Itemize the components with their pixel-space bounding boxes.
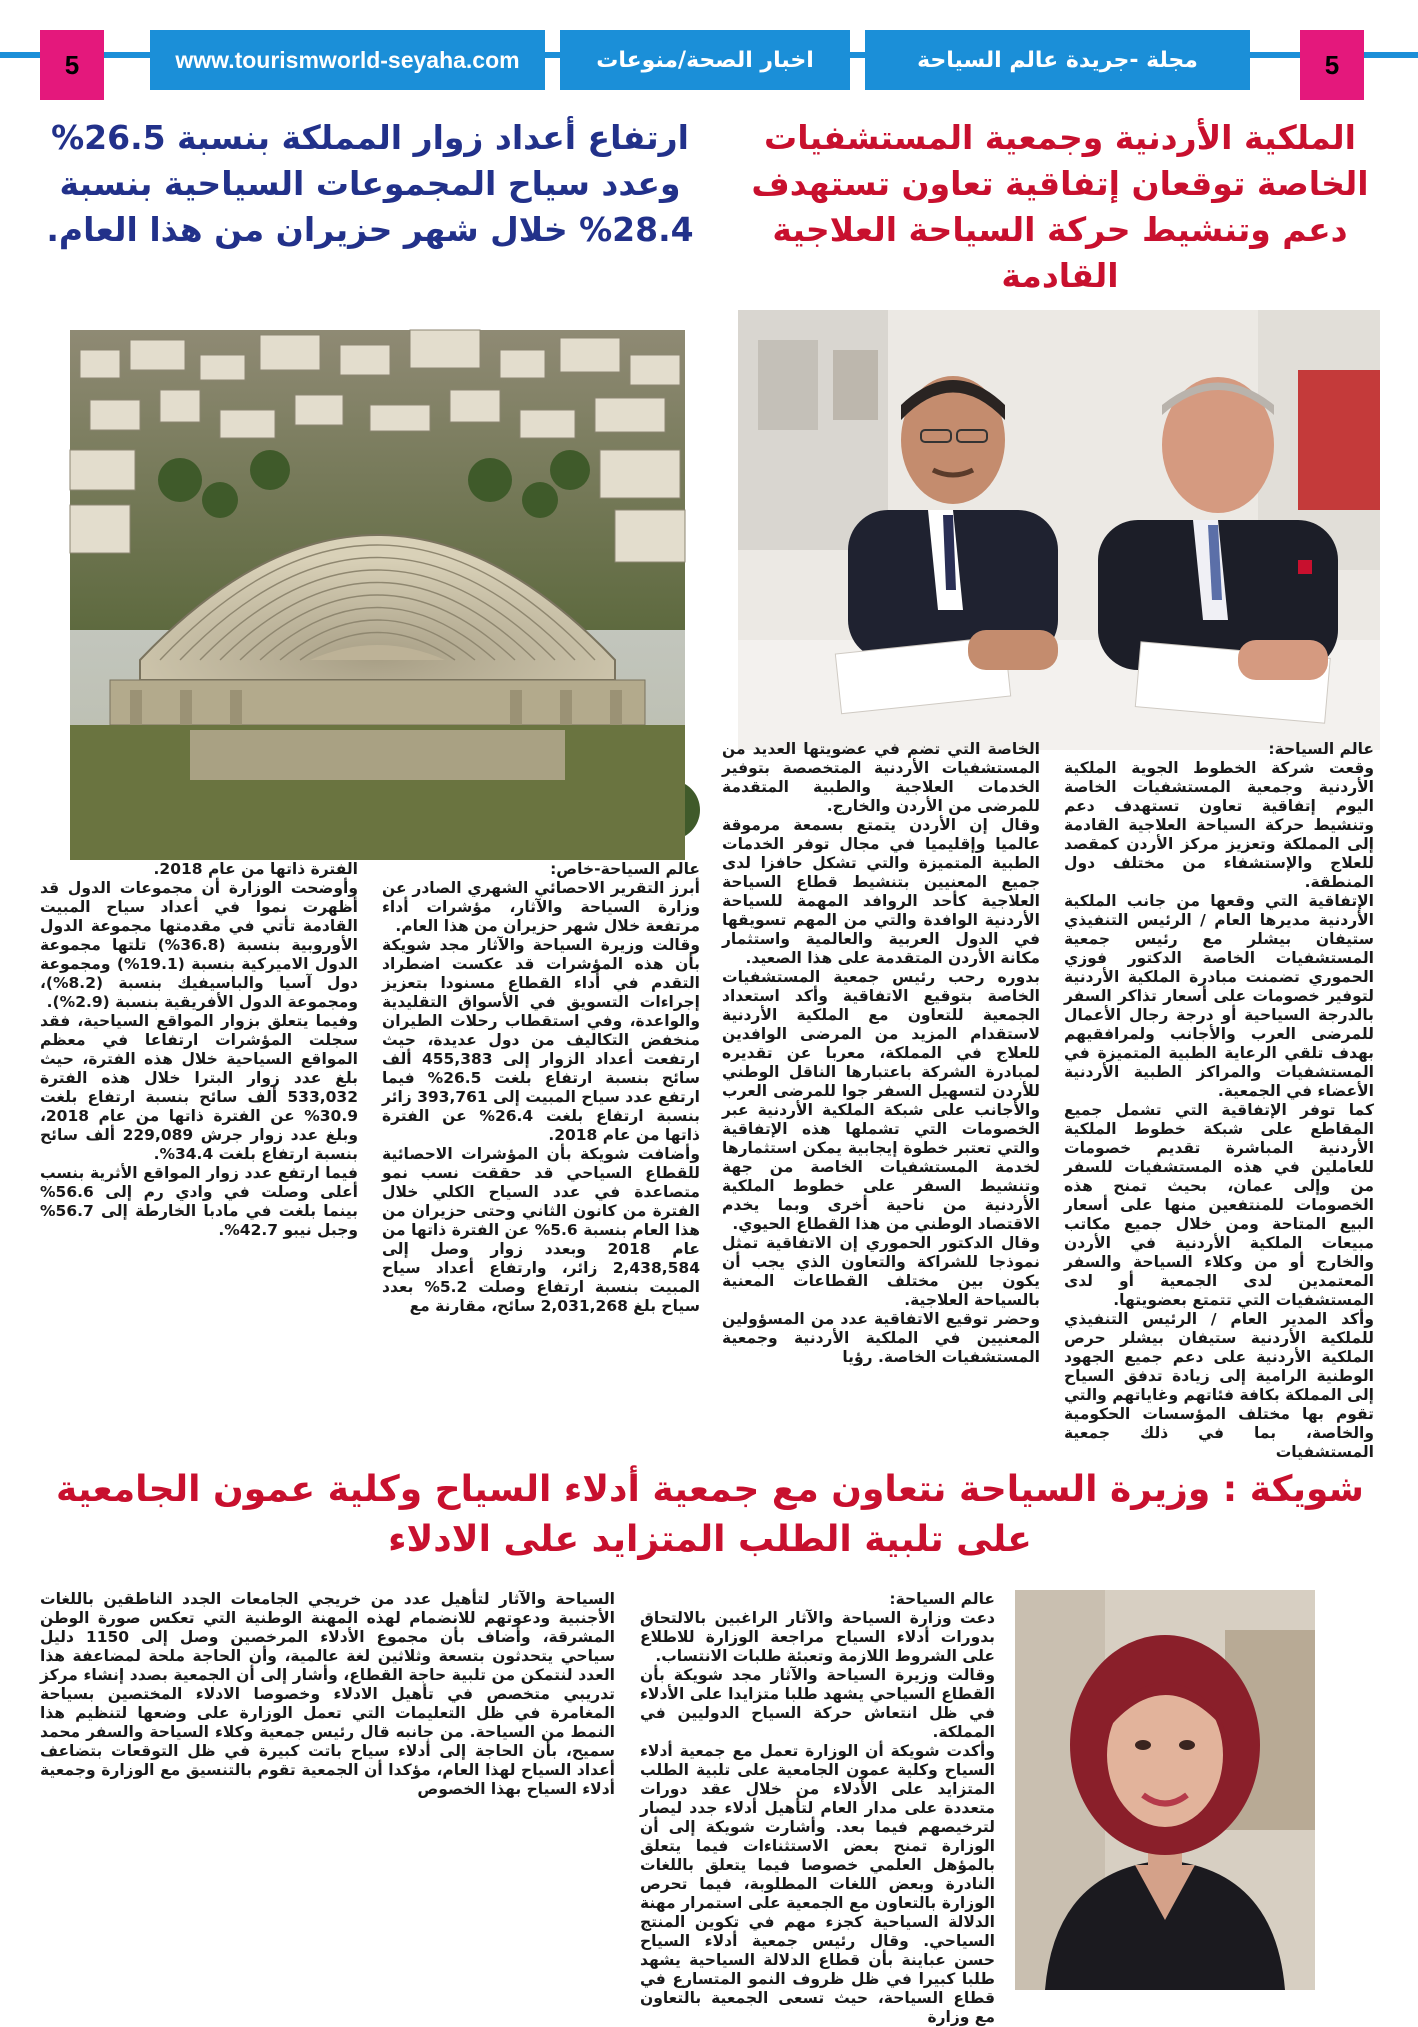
article1-headline: الملكية الأردنية وجمعية المستشفيات الخاصة توقعان إتفاقية تعاون تستهدف دعم وتنشيط حركة السياحة العلاجية القادمة — [751, 118, 1369, 295]
agreement-signing-photo — [738, 310, 1380, 750]
magazine-name: مجلة -جريدة عالم السياحة — [865, 30, 1250, 90]
article3-headline-line2: على تلبية الطلب المتزايد على الادلاء — [388, 1519, 1032, 1560]
section-name: اخبار الصحة/منوعات — [560, 30, 850, 90]
minister-portrait-photo — [1015, 1590, 1315, 1990]
website-url: www.tourismworld-seyaha.com — [150, 30, 545, 90]
article2-column-left: الفترة ذاتها من عام 2018. وأوضحت الوزارة أن مجموعات الدول قد أظهرت نموا في أعداد سياح المبيت القادمة تأتي في مقدمتها مجموعة الدول الأوروبية بنسبة (36.8%) تلتها مجموعة الدول الاميركية بنسبة (19.1%) ومجموعة دول آسيا والباسيفيك بنسبة (8.2%)، ومجموعة الدول الأفريقية بنسبة (2.9%). وفيما يتعلق بزوار المواقع السياحية، فقد سجلت المؤشرات ارتفاعا في معظم المواقع السياحية خلال هذه الفترة، حيث بلغ عدد زوار البترا خلال هذه الفترة 533,032 ألف سائح بنسبة ارتفاع بلغت 30.9% عن الفترة ذاتها من عام 2018، وبلغ عدد زوار جرش 229,089 ألف سائح بنسبة ارتفاع بلغت 34.4%. فيما ارتفع عدد زوار المواقع الأثرية بنسب أعلى وصلت في وادي رم إلى 56.6% بينما بلغت في مادبا الخارطة إلى 56.7% وجبل نيبو 42.7%. — [40, 860, 358, 1239]
roman-theatre-photo — [70, 330, 685, 860]
article1-column-right: عالم السياحة: وقعت شركة الخطوط الجوية الملكية الأردنية وجمعية المستشفيات الخاصة اليوم إتفاقية تعاون تستهدف دعم وتنشيط حركة السياحة العلاجية القادمة إلى المملكة وتعزيز مركز الأردن كمقصد للعلاج والإستشفاء من مختلف دول المنطقة. الإتفاقية التي وقعها من جانب الملكية الأردنية مديرها العام / الرئيس التنفيذي ستيفان بيشلر مع رئيس جمعية المستشفيات الخاصة الدكتور فوزي الحموري تضمنت مبادرة الملكية الأردنية لتوفير خصومات على أسعار تذاكر السفر بالدرجة السياحية أو درجة رجال الأعمال للمرضى العرب والأجانب ولمرافقيهم بهدف تلقي الرعاية الطبية المتميزة في المستشفيات والمراكز الطبية الأردنية الأعضاء في الجمعية. كما توفر الإتفاقية التي تشمل جميع المقاطع على شبكة خطوط الملكية الأردنية المباشرة تقديم خصومات للعاملين في هذه المستشفيات للسفر من وإلى عمان، بحيث تمنح هذه الخصومات للمنتفعين منها على أسعار البيع المتاحة ومن خلال جميع مكاتب مبيعات الملكية الأردنية في الأردن والخارج أو من وكلاء السياحة والسفر المعتمدين لدى الجمعية أو لدى المستشفيات التي تتمتع بعضويتها. وأكد المدير العام / الرئيس التنفيذي للملكية الأردنية ستيفان بيشلر حرص الملكية الأردنية على دعم جميع الجهود الوطنية الرامية إلى زيادة تدفق السياح إلى المملكة بكافة فئاتهم وغاياتهم والتي تقوم بها مختلف المؤسسات الحكومية والخاصة، بما في ذلك جمعية المستشفيات — [1064, 740, 1374, 1461]
article1-column-left: الخاصة التي تضم في عضويتها العديد من المستشفيات الأردنية المتخصصة بتوفير الخدمات العلاجية والطبية المتقدمة للمرضى من الأردن والخارج. وقال إن الأردن يتمتع بسمعة مرموقة عالميا وإقليميا في مجال توفر الخدمات الطبية المتميزة والتي تشكل حافزا لدى جميع المعنيين بتنشيط قطاع السياحة العلاجية كأحد الروافد المهمة للسياحة الأردنية الوافدة والتي من المهم تسويقها في الدول العربية والعالمية واستثمار مكانة الأردن المتقدمة على هذا الصعيد. بدوره رحب رئيس جمعية المستشفيات الخاصة بتوقيع الاتفاقية وأكد استعداد الجمعية للتعاون مع الملكية الأردنية لاستقدام المزيد من المرضى الوافدين للعلاج في المملكة، معربا عن تقديره لمبادرة الشركة باعتبارها الناقل الوطني للأردن لتسهيل السفر جوا للمرضى العرب والأجانب على شبكة الملكية الأردنية عبر الخصومات التي تشملها هذه الإتفاقية والتي تعتبر خطوة إيجابية يمكن استثمارها لخدمة المستشفيات الخاصة من جهة وتنشيط السفر على خطوط الملكية الأردنية من ناحية أخرى وبما يخدم الاقتصاد الوطني من هذا القطاع الحيوي. وقال الدكتور الحموري إن الاتفاقية تمثل نموذجا للشراكة والتعاون الذي يجب أن يكون بين مختلف القطاعات المعنية بالسياحة العلاجية. وحضر توقيع الاتفاقية عدد من المسؤولين المعنيين في الملكية الأردنية وجمعية المستشفيات الخاصة. رؤيا — [722, 740, 1040, 1366]
article3-headline-line1: شويكة : وزيرة السياحة نتعاون مع جمعية أدلاء السياح وكلية عمون الجامعية — [56, 1469, 1364, 1510]
article2-column-right: عالم السياحة-خاص: أبرز التقرير الاحصائي الشهري الصادر عن وزارة السياحة والآثار، مؤشرات أداء مرتفعة خلال شهر حزيران من هذا العام. وقالت وزيرة السياحة والآثار مجد شويكة بأن هذه المؤشرات قد عكست اضطراد التقدم في أداء القطاع مسنودا بتعزيز إجراءات التسويق في الأسواق التقليدية والواعدة، وفي استقطاب رحلات الطيران منخفض التكاليف من دول عديدة، حيث ارتفعت أعداد الزوار إلى 455,383 ألف سائح بنسبة ارتفاع بلغت 26.5% فيما ارتفع عدد سياح المبيت إلى 393,761 زائر بنسبة ارتفاع بلغت 26.4% عن الفترة ذاتها من عام 2018. وأضافت شويكة بأن المؤشرات الاحصائية للقطاع السياحي قد حققت نسب نمو متصاعدة في عدد السياح الكلي خلال الفترة من كانون الثاني وحتى حزيران من هذا العام بنسبة 5.6% عن الفترة ذاتها من عام 2018 وبعدد زوار وصل إلى 2,438,584 زائر، وارتفاع أعداد سياح المبيت بنسبة ارتفاع وصلت 5.2% بعدد سياح بلغ 2,031,268 سائح، مقارنة مع — [382, 860, 700, 1315]
article3-column-left: السياحة والآثار لتأهيل عدد من خريجي الجامعات الجدد الناطقين باللغات الأجنبية ودعوتهم للانضمام لهذه المهنة الوطنية التي تعكس صورة الوطن المشرقة، وأضاف بأن مجموع الأدلاء المرخصين وصل إلى 1150 دليل سياحي يتحدثون بتسعة وثلاثين لغة عالمية، وأن الحاجة ملحة لمضاعفة هذا العدد لنتمكن من تلبية حاجة القطاع، وأشار إلى أن الجمعية بصدد إنشاء مركز تدريبي متخصص في تأهيل الادلاء وخصوصا الادلاء المختصين بسياحة المغامرة في ظل التعليمات التي تعمل الوزارة على وضعها لتنظيم هذا النمط من السياحة. من جانبه قال رئيس جمعية وكلاء السياحة والسفر محمد سميح، بأن الحاجة إلى أدلاء سياح باتت كبيرة في ظل التوقعات بتضاعف أعداد السياح لهذا العام، مؤكدا أن الجمعية تقوم بالتنسيق مع الوزارة وجمعية أدلاء السياح بهذا الخصوص — [40, 1590, 615, 1798]
page-number-right: 5 — [1300, 30, 1364, 100]
article3-headline — [40, 1465, 1380, 1565]
article2-headline: ارتفاع أعداد زوار المملكة بنسبة 26.5% وعدد سياح المجموعات السياحية بنسبة 28.4% خلال شهر حزيران من هذا العام. — [46, 118, 694, 249]
article3-column-right: عالم السياحة: دعت وزارة السياحة والآثار الراغبين بالالتحاق بدورات أدلاء السياح مراجعة الوزارة للاطلاع على الشروط اللازمة وتعبئة طلبات الانتساب. وقالت وزيرة السياحة والآثار مجد شويكة بأن القطاع السياحي يشهد طلبا متزايدا على الأدلاء في ظل انتعاش حركة السياح الدوليين في المملكة. وأكدت شويكة أن الوزارة تعمل مع جمعية أدلاء السياح وكلية عمون الجامعية على تلبية الطلب المتزايد على الأدلاء من خلال عقد دورات متعددة على مدار العام لتأهيل أدلاء جدد ليصار لترخيصهم فيما بعد. وأشارت شويكة إلى أن الوزارة تمنح بعض الاستثناءات فيما يتعلق بالمؤهل العلمي خصوصا فيما يتعلق باللغات النادرة وبعض اللغات المطلوبة، فيما تحرص الوزارة بالتعاون مع الجمعية على استمرار مهنة الدلالة السياحية كجزء مهم في تكوين المنتج السياحي. وقال رئيس جمعية أدلاء السياح حسن عباينة بأن قطاع الدلالة السياحية يشهد طلبا كبيرا في ظل ظروف النمو المتسارع في قطاع السياحة، حيث تسعى الجمعية بالتعاون مع وزارة — [640, 1590, 995, 2026]
page-number-left: 5 — [40, 30, 104, 100]
